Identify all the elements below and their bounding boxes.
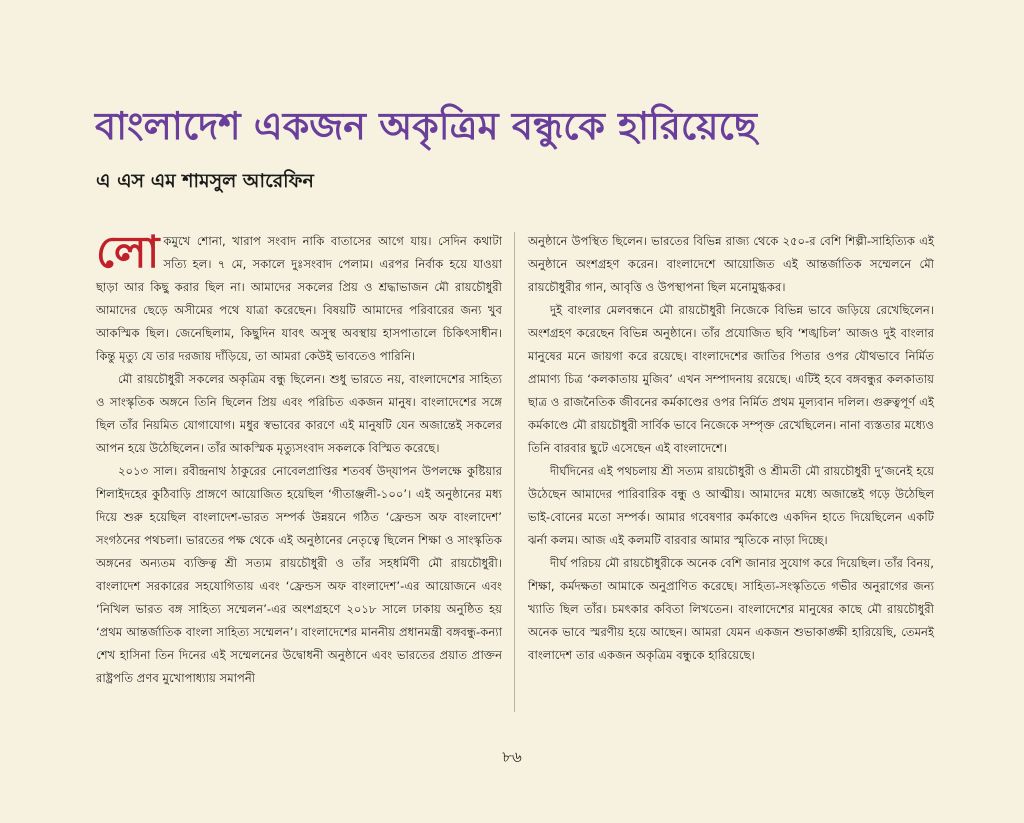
paragraph: দীর্ঘদিনের এই পথচলায় শ্রী সত্যম রায়চৌধুরী ও শ্রীমতী মৌ রায়চৌধুরী দু’জনেই হয়ে উঠেছেন আমাদের পারিবারিক বন্ধু ও আত্মীয়। আমাদের মধ্যে অজান্তেই গড়ে উঠেছিল ভাই-বোনের মতো সম্পর্ক। আমার গবেষণার কর্মকাণ্ডে একদিন হাতে দিয়েছিলেন একটি ঝর্না কলম। আজ এই কলমটি বারবার আমার স্মৃতিকে নাড়া দিচ্ছে। <box>528 464 934 547</box>
paragraph: ২০১৩ সাল। রবীন্দ্রনাথ ঠাকুরের নোবেলপ্রাপ্তির শতবর্ষ উদ্‌যাপন উপলক্ষে কুষ্টিয়ার শিলাইদহের কুঠিবাড়ি প্রাঙ্গণে আয়োজিত হয়েছিল ‘গীতাঞ্জলী-১০০’। এই অনুষ্ঠানের মধ্য দিয়ে শুরু হয়েছিল বাংলাদেশ-ভারত সম্পর্ক উন্নয়নে গঠিত ‘ফ্রেন্ডস অফ বাংলাদেশ’ সংগঠনের পথচলা। ভারতের পক্ষ থেকে এই অনুষ্ঠানের নেতৃত্বে ছিলেন শিক্ষা ও সাংস্কৃতিক অঙ্গনের অন্যতম ব্যক্তিত্ব শ্রী সত্যম রায়চৌধুরী ও তাঁর সহধর্মিণী মৌ রায়চৌধুরী। বাংলাদেশ সরকারের সহযোগিতায় এবং ‘ফ্রেন্ডস অফ বাংলাদেশ’-এর আয়োজনে এবং ‘নিখিল ভারত বঙ্গ সাহিত্য সম্মেলন’-এর অংশগ্রহণে ২০১৮ সালে ঢাকায় অনুষ্ঠিত হয় ‘প্রথম আন্তর্জাতিক বাংলা সাহিত্য সম্মেলন’। বাংলাদেশের মাননীয় প্রধানমন্ত্রী বঙ্গবন্ধু-কন্যা শেখ হাসিনা তিন দিনের এই সম্মেলনের উদ্বোধনী অনুষ্ঠানে এবং ভারতের প্রয়াত প্রাক্তন রাষ্ট্রপতি প্রণব মুখোপাধ্যায় সমাপনী <box>96 464 502 685</box>
paragraph: মৌ রায়চৌধুরী সকলের অকৃত্রিম বন্ধু ছিলেন। শুধু ভারতে নয়, বাংলাদেশের সাহিত্য ও সাংস্কৃতিক অঙ্গনে তিনি ছিলেন প্রিয় এবং পরিচিত একজন মানুষ। বাংলাদেশের সঙ্গে ছিল তাঁর নিয়মিত যোগাযোগ। মধুর স্বভাবের কারণে এই মানুষটি যেন অজান্তেই সকলের আপন হয়ে উঠেছিলেন। তাঁর আকস্মিক মৃত্যুসংবাদ সকলকে বিস্মিত করেছে। <box>96 372 502 455</box>
column-divider <box>514 232 515 712</box>
paragraph: অনুষ্ঠানে উপস্থিত ছিলেন। ভারতের বিভিন্ন রাজ্য থেকে ২৫০-র বেশি শিল্পী-সাহিত্যিক এই অনুষ্ঠানে অংশগ্রহণ করেন। বাংলাদেশে আয়োজিত এই আন্তর্জাতিক সম্মেলনে মৌ রায়চৌধুরীর গান, আবৃত্তি ও উপস্থাপনা ছিল মনোমুগ্ধকর। <box>528 234 934 294</box>
right-column <box>528 230 934 667</box>
article-title: বাংলাদেশ একজন অকৃত্রিম বন্ধুকে হারিয়েছে <box>95 104 757 148</box>
drop-cap: লো <box>96 227 160 278</box>
paragraph-text: কমুখে শোনা, খারাপ সংবাদ নাকি বাতাসের আগে যায়। সেদিন কথাটা সত্যি হল। ৭ মে, সকালে দুঃসংবাদ পেলাম। এরপর নির্বাক হয়ে যাওয়া ছাড়া আর কিছু করার ছিল না। আমাদের সকলের প্রিয় ও শ্রদ্ধাভাজন মৌ রায়চৌধুরী আমাদের ছেড়ে অসীমের পথে যাত্রা করেছেন। বিষয়টি আমাদের পরিবারের জন্য খুব আকস্মিক ছিল। জেনেছিলাম, কিছুদিন যাবৎ অসুস্থ অবস্থায় হাসপাতালে চিকিৎসাধীন। কিন্তু মৃত্যু যে তার দরজায় দাঁড়িয়ে, তা আমরা কেউই ভাবতেও পারিনি। <box>96 234 502 363</box>
left-column <box>96 227 502 690</box>
paragraph <box>96 227 502 368</box>
page-number: ৮৬ <box>502 748 522 766</box>
paragraph: দীর্ঘ পরিচয় মৌ রায়চৌধুরীকে অনেক বেশি জানার সুযোগ করে দিয়েছিল। তাঁর বিনয়, শিক্ষা, কর্মদক্ষতা আমাকে অনুপ্রাণিত করেছে। সাহিত্য-সংস্কৃতিতে গভীর অনুরাগের জন্য খ্যাতি ছিল তাঁর। চমৎকার কবিতা লিখতেন। বাংলাদেশের মানুষের কাছে মৌ রায়চৌধুরী অনেক ভাবে স্মরণীয় হয়ে আছেন। আমরা যেমন একজন শুভাকাঙ্ক্ষী হারিয়েছি, তেমনই বাংলাদেশ তার একজন অকৃত্রিম বন্ধুকে হারিয়েছে। <box>528 556 934 662</box>
paragraph: দুই বাংলার মেলবন্ধনে মৌ রায়চৌধুরী নিজেকে বিভিন্ন ভাবে জড়িয়ে রেখেছিলেন। অংশগ্রহণ করেছেন বিভিন্ন অনুষ্ঠানে। তাঁর প্রযোজিত ছবি ‘শঙ্খচিল’ আজও দুই বাংলার মানুষের মনে জায়গা করে রয়েছে। বাংলাদেশের জাতির পিতার ওপর যৌথভাবে নির্মিত প্রামাণ্য চিত্র ‘কলকাতায় মুজিব’ এখন সম্পাদনায় রয়েছে। এটিই হবে বঙ্গবন্ধুর কলকাতায় ছাত্র ও রাজনৈতিক জীবনের কর্মকাণ্ডের ওপর নির্মিত প্রথম মূল্যবান দলিল। গুরুত্বপূর্ণ এই কর্মকাণ্ডে মৌ রায়চৌধুরী সার্বিক ভাবে নিজেকে সম্পৃক্ত রেখেছিলেন। নানা ব্যস্ততার মধ্যেও তিনি বারবার ছুটে এসেছেন এই বাংলাদেশে। <box>528 303 934 455</box>
author-byline: এ এস এম শামসুল আরেফিন <box>96 170 314 192</box>
